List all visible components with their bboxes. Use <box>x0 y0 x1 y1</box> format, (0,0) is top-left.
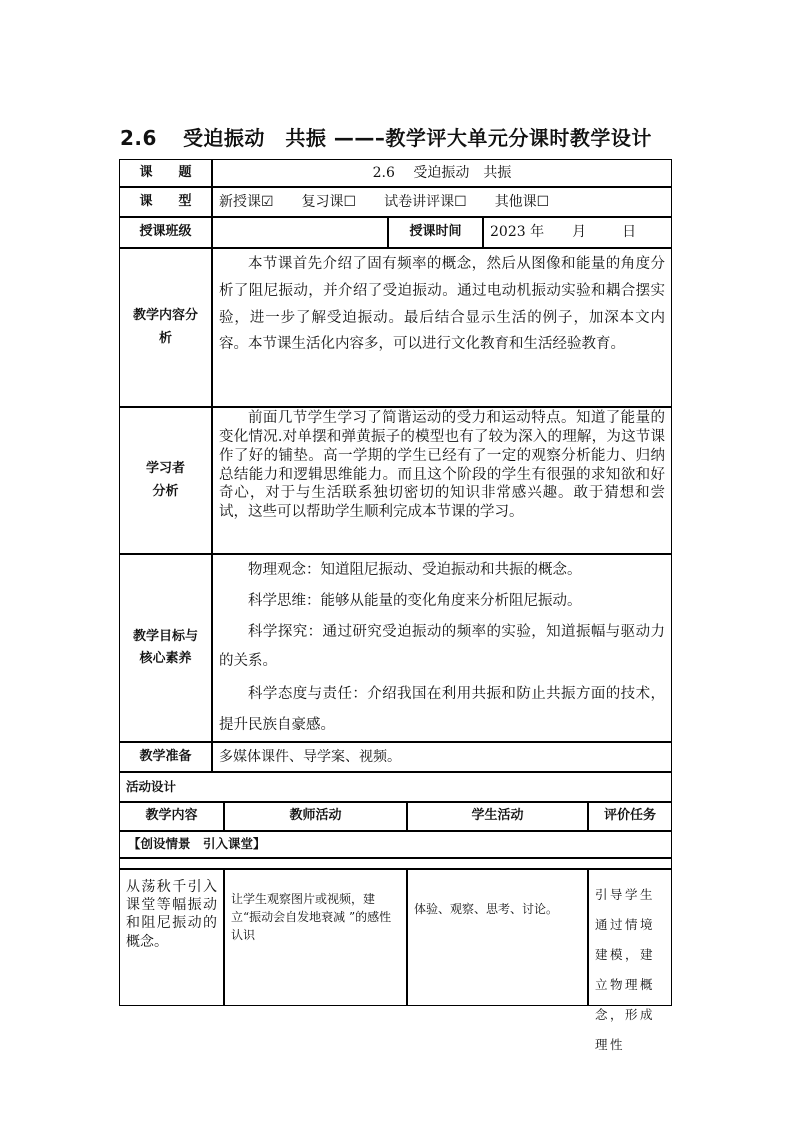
lesson-plan-table <box>120 160 672 1052</box>
goals-list <box>212 554 672 742</box>
type-option-review: 复习课☐ <box>301 193 357 210</box>
type-option-exam: 试卷讲评课☐ <box>384 193 467 210</box>
topic-label: 课 题 <box>119 159 212 187</box>
time-year: 2023 年 <box>490 224 545 241</box>
student-activity: 体验、观察、思考、讨论。 <box>407 869 588 1006</box>
section-title: 【创设情景 引入课堂】 <box>119 831 672 858</box>
type-label: 课 型 <box>119 187 212 217</box>
goal-physics: 物理观念：知道阻尼振动、受迫振动和共振的概念。 <box>248 562 582 578</box>
time-day: 日 <box>622 224 637 241</box>
teacher-activity: 让学生观察图片或视频，建立“振动会自发地衰减 ”的感性认识 <box>224 869 407 1006</box>
type-option-new: 新授课☑ <box>219 193 274 210</box>
goal-attitude: 科学态度与责任：介绍我国在利用共振和防止共振方面的技术，提升民族自豪感。 <box>219 686 665 733</box>
content-analysis-label: 教学内容分析 <box>119 248 212 407</box>
time-label: 授课时间 <box>388 217 483 248</box>
type-options <box>212 187 672 217</box>
spacer-row <box>119 858 672 869</box>
col-header-student: 学生活动 <box>407 802 588 831</box>
time-month: 月 <box>572 224 587 241</box>
activity-content: 从荡秋千引入课堂等幅振动和阻尼振动的概念。 <box>119 869 224 1006</box>
col-header-evaluation: 评价任务 <box>588 802 672 831</box>
time-value <box>483 217 672 248</box>
topic-value: 2.6 受迫振动 共振 <box>212 159 672 187</box>
learner-analysis-text: 前面几节学生学习了简谐运动的受力和运动特点。知道了能量的变化情况.对单摆和弹黄振子的模型也有了较为深入的理解，为这节课作了好的铺垫。高一学期的学生已经有了一定的观察分析能力、归纳总结能力和逻辑思维能力。而且这个阶段的学生有很强的求知欲和好奇心，对于与生活联系独切密切的知识非常感兴趣。敢于猜想和尝试，这些可以帮助学生顺利完成本节课的学习。 <box>212 407 672 554</box>
goal-thinking: 科学思维：能够从能量的变化角度来分析阻尼振动。 <box>248 592 582 609</box>
content-analysis-text: 本节课首先介绍了固有频率的概念，然后从图像和能量的角度分析了阻尼振动，并介绍了受迫振动。通过电动机振动实验和耦合摆实验，进一步了解受迫振动。最后结合显示生活的例子，加深本文内容。本节课生活化内容多，可以进行文化教育和生活经验教育。 <box>212 248 672 407</box>
title-number: 2.6 <box>120 126 157 150</box>
title-text: 受迫振动 共振 ——–教学评大单元分课时教学设计 <box>182 126 652 150</box>
col-header-content: 教学内容 <box>119 802 224 831</box>
class-value <box>212 217 388 248</box>
document-title <box>120 122 680 151</box>
goal-inquiry: 科学探究：通过研究受迫振动的频率的实验，知道振幅与驱动力的关系。 <box>219 624 665 670</box>
goals-label: 教学目标与核心素养 <box>119 554 212 742</box>
evaluation-task: 引导学生通过情境建模，建立物理概念，形成理性 <box>588 869 672 1006</box>
col-header-teacher: 教师活动 <box>224 802 407 831</box>
learner-analysis-label: 学习者分析 <box>119 407 212 554</box>
type-option-other: 其他课☐ <box>494 193 550 210</box>
prep-value: 多媒体课件、导学案、视频。 <box>212 742 672 772</box>
activity-design-label: 活动设计 <box>119 772 672 802</box>
prep-label: 教学准备 <box>119 742 212 772</box>
class-label: 授课班级 <box>119 217 212 248</box>
